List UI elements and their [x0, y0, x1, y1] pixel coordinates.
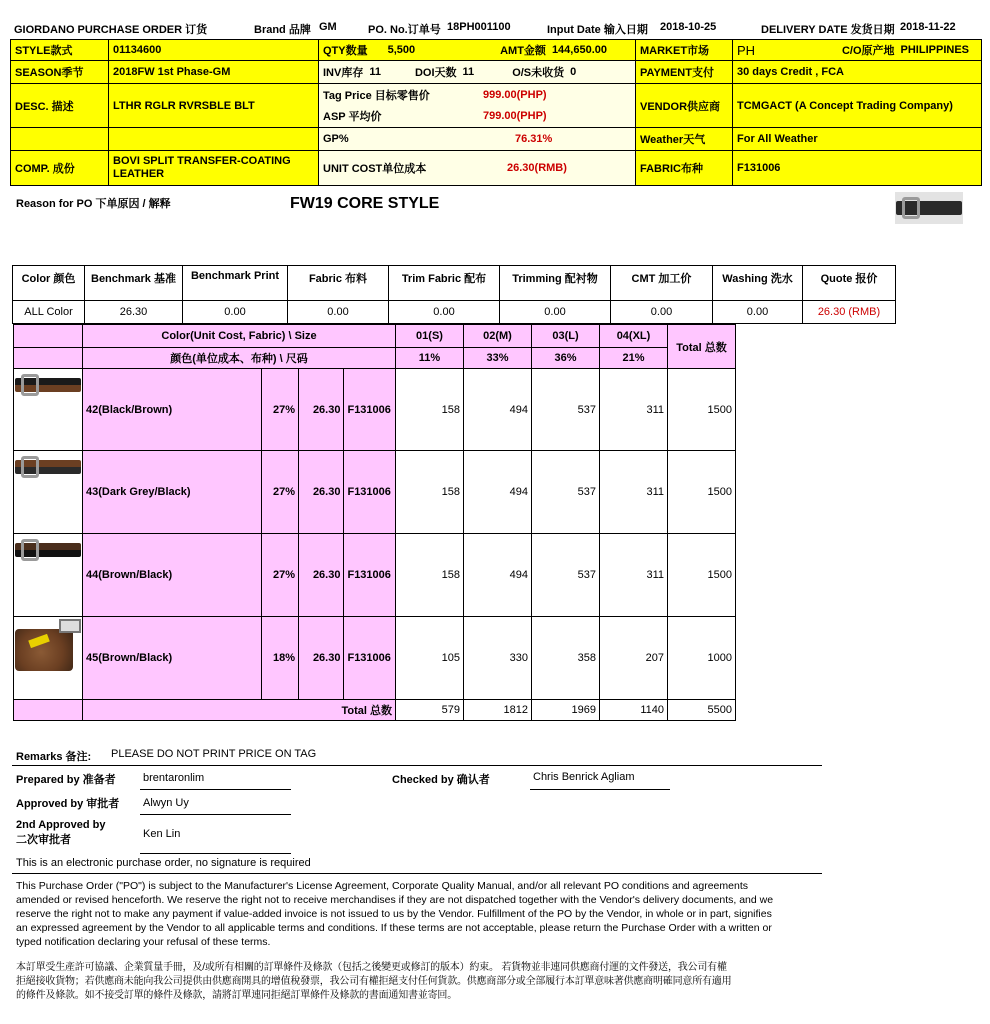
- tag-price-cell: [318, 83, 636, 106]
- size-name-3: 04(XL): [600, 325, 668, 348]
- fabric-value: F131006: [732, 150, 982, 186]
- size-header-en: Color(Unit Cost, Fabric) \ Size: [83, 325, 396, 348]
- vendor-value: TCMGACT (A Concept Trading Company): [732, 83, 982, 128]
- color-image-cell: [14, 534, 83, 617]
- input-date-label: Input Date 输入日期: [547, 24, 648, 36]
- belt-buckle: [21, 456, 39, 478]
- inv-value: 11: [369, 66, 381, 78]
- color-fabric: F131006: [344, 534, 396, 617]
- terms-chinese: [16, 961, 826, 1003]
- os-value: 0: [570, 66, 577, 78]
- amt-value: 144,650.00: [551, 44, 607, 56]
- qty-cell: 537: [532, 534, 600, 617]
- approved-label: Approved by 审批者: [16, 798, 120, 810]
- color-cost: 26.30: [299, 369, 344, 451]
- bench-header-trim-fabric: Trim Fabric 配布: [389, 266, 500, 301]
- style-value: 01134600: [108, 39, 319, 61]
- color-cost: 26.30: [299, 451, 344, 534]
- asp-label: ASP 平均价: [323, 111, 382, 123]
- size-name-2: 03(L): [532, 325, 600, 348]
- divider: [12, 765, 822, 766]
- market-co-cell: [732, 39, 982, 61]
- weather-label: Weather天气: [635, 127, 733, 151]
- market-label: MARKET市场: [635, 39, 733, 61]
- terms-cn-line: 本訂單受生產許可協議、企業質量手冊，及/或所有相關的訂單條件及條款（包括之後變更或修訂的版本）約束。 若貨物並非連同供應商付運的文件發送，我公司有權: [16, 962, 727, 973]
- doi-value: 11: [462, 66, 475, 78]
- prepared-label: Prepared by 准备者: [16, 774, 116, 786]
- bench-header-color: Color 颜色: [13, 266, 85, 301]
- bench-value-cmt: 0.00: [611, 301, 713, 324]
- table-row: [14, 617, 736, 700]
- row-total: 1000: [668, 617, 736, 700]
- comp-line-1: BOVI SPLIT TRANSFER-COATING: [113, 155, 291, 167]
- size-name-1: 02(M): [464, 325, 532, 348]
- payment-label: PAYMENT支付: [635, 60, 733, 84]
- qty-amt-cell: [318, 39, 636, 61]
- season-label: SEASON季节: [10, 60, 109, 84]
- color-name: 42(Black/Brown): [83, 369, 262, 451]
- size-total: 1140: [600, 700, 668, 721]
- approved-value: Alwyn Uy: [143, 797, 189, 809]
- blank-label-cell: [10, 127, 109, 151]
- comp-line-2: LEATHER: [113, 168, 165, 180]
- co-value: PHILIPPINES: [900, 44, 969, 56]
- color-image-cell: [14, 451, 83, 534]
- row-total: 1500: [668, 451, 736, 534]
- terms-en-line: This Purchase Order ("PO") is subject to the Manufacturer's License Agreement, Corporate Quality Manual, and/or all relevant PO conditions and agreements: [16, 880, 748, 892]
- season-value: 2018FW 1st Phase-GM: [108, 60, 319, 84]
- terms-en-line: amended or revised henceforth. We reserve the right not to receive merchandises if they are not dispatched together with the Vendor's delivery documents, and we: [16, 894, 774, 906]
- terms-en-line: reserve the right not to make any payment if value-added invoice is not issued to us by the Vendor. Fulfillment of the PO by the Vendor, in whole or in part, signifies: [16, 908, 772, 920]
- prepared-line: [140, 789, 291, 790]
- qty-cell: 311: [600, 369, 668, 451]
- size-pct-2: 36%: [532, 348, 600, 369]
- blank-value-cell: [108, 127, 319, 151]
- amt-label: AMT金额: [500, 45, 546, 57]
- benchmark-value-row: [13, 301, 896, 324]
- brand-label: Brand 品牌: [254, 24, 311, 36]
- belt-buckle: [21, 374, 39, 396]
- qty-cell: 537: [532, 451, 600, 534]
- color-pct: 27%: [261, 451, 298, 534]
- size-pct-3: 21%: [600, 348, 668, 369]
- row-total: 1500: [668, 369, 736, 451]
- tag-price-value: 999.00(PHP): [483, 89, 547, 101]
- gp-label: GP%: [323, 133, 349, 145]
- terms-en-line: an expressed agreement by the Vendor to all applicable terms and conditions. If these terms are not acceptable, please return the Purchase Order with a written or: [16, 922, 772, 934]
- asp-value: 799.00(PHP): [483, 110, 547, 122]
- po-no-label: PO. No.订单号: [368, 24, 441, 36]
- row-total: 1500: [668, 534, 736, 617]
- belt-thumbnail: [15, 452, 81, 482]
- vendor-label: VENDOR供应商: [635, 83, 733, 128]
- belt-thumbnail: [15, 535, 81, 565]
- color-name: 43(Dark Grey/Black): [83, 451, 262, 534]
- size-name-0: 01(S): [396, 325, 464, 348]
- co-label: C/O原产地: [841, 45, 895, 57]
- fabric-label: FABRIC布种: [635, 150, 733, 186]
- bench-value-color: ALL Color: [13, 301, 85, 324]
- gp-value: 76.31%: [515, 133, 553, 145]
- comp-value: [108, 150, 319, 186]
- inventory-cell: [318, 60, 636, 84]
- color-image-cell: [14, 617, 83, 700]
- style-label: STYLE款式: [10, 39, 109, 61]
- unit-cost-label: UNIT COST单位成本: [323, 163, 427, 175]
- color-image-cell: [14, 369, 83, 451]
- table-row: [14, 534, 736, 617]
- comp-label: COMP. 成份: [10, 150, 109, 186]
- belt-buckle: [21, 539, 39, 561]
- terms-cn-line: 的條件及條款。如不接受訂單的條件及條款，請將訂單連同拒絕訂單條件及條款的書面通知書並寄回。: [16, 990, 457, 1001]
- bench-value-quote: 26.30 (RMB): [803, 301, 896, 324]
- approved-line: [140, 814, 291, 815]
- totals-blank: [14, 700, 83, 721]
- doi-label: DOI天数: [414, 67, 457, 79]
- qty-cell: 358: [532, 617, 600, 700]
- size-header-row-2: [14, 348, 736, 369]
- checked-line: [530, 789, 670, 790]
- table-row: [14, 369, 736, 451]
- divider: [12, 873, 822, 874]
- approved2-label-en: 2nd Approved by: [16, 819, 106, 831]
- po-title: GIORDANO PURCHASE ORDER 订货: [14, 24, 208, 36]
- reason-label: Reason for PO 下单原因 / 解释: [16, 198, 171, 210]
- color-pct: 18%: [261, 617, 298, 700]
- checked-label: Checked by 确认者: [392, 774, 490, 786]
- terms-en-line: typed notification declaring your refusal of these terms.: [16, 936, 271, 948]
- color-name: 45(Brown/Black): [83, 617, 262, 700]
- desc-value: LTHR RGLR RVRSBLE BLT: [108, 83, 319, 128]
- electronic-note: This is an electronic purchase order, no signature is required: [16, 857, 311, 869]
- approved2-value: Ken Lin: [143, 828, 181, 840]
- color-fabric: F131006: [344, 451, 396, 534]
- color-cost: 26.30: [299, 534, 344, 617]
- tag-price-label: Tag Price 目标零售价: [323, 90, 430, 102]
- payment-value: 30 days Credit , FCA: [732, 60, 982, 84]
- po-no-value: 18PH001100: [447, 21, 511, 33]
- bench-header-trimming: Trimming 配衬物: [500, 266, 611, 301]
- approved2-label-cn: 二次审批者: [16, 834, 71, 846]
- unit-cost-cell: [318, 150, 636, 186]
- size-header-cn: 颜色(单位成本、布种) \ 尺码: [83, 348, 396, 369]
- size-breakdown-table: [13, 324, 736, 721]
- qty-cell: 537: [532, 369, 600, 451]
- remarks-value: PLEASE DO NOT PRINT PRICE ON TAG: [111, 748, 317, 760]
- size-header-blank-2: [14, 348, 83, 369]
- belt-buckle: [902, 197, 920, 219]
- qty-cell: 158: [396, 534, 464, 617]
- prepared-value: brentaronlim: [143, 772, 205, 784]
- color-name: 44(Brown/Black): [83, 534, 262, 617]
- size-header-row-1: [14, 325, 736, 348]
- qty-cell: 494: [464, 534, 532, 617]
- reason-value: FW19 CORE STYLE: [290, 195, 440, 212]
- color-cost: 26.30: [299, 617, 344, 700]
- benchmark-table: [12, 265, 896, 324]
- gp-cell: [318, 127, 636, 151]
- bench-value-trim-fabric: 0.00: [389, 301, 500, 324]
- desc-label: DESC. 描述: [10, 83, 109, 128]
- os-label: O/S未收货: [512, 67, 565, 79]
- qty-cell: 494: [464, 369, 532, 451]
- belt-thumbnail: [15, 370, 81, 400]
- size-total: 1812: [464, 700, 532, 721]
- qty-cell: 105: [396, 617, 464, 700]
- color-pct: 27%: [261, 369, 298, 451]
- totals-label: Total 总数: [83, 700, 396, 721]
- qty-cell: 207: [600, 617, 668, 700]
- checked-value: Chris Benrick Agliam: [533, 771, 635, 783]
- terms-english: [16, 879, 826, 949]
- qty-label: QTY数量: [323, 45, 368, 57]
- bench-header-benchmark-print: Benchmark Print: [183, 266, 288, 301]
- qty-cell: 311: [600, 451, 668, 534]
- qty-value: 5,500: [387, 44, 416, 56]
- bench-value-trimming: 0.00: [500, 301, 611, 324]
- qty-cell: 158: [396, 451, 464, 534]
- qty-cell: 158: [396, 369, 464, 451]
- product-image: [895, 192, 963, 224]
- qty-cell: 494: [464, 451, 532, 534]
- bench-header-fabric: Fabric 布料: [288, 266, 389, 301]
- qty-cell: 311: [600, 534, 668, 617]
- totals-row: [14, 700, 736, 721]
- bench-header-washing: Washing 洗水: [713, 266, 803, 301]
- delivery-date-label: DELIVERY DATE 发货日期: [761, 24, 895, 36]
- size-total-header: Total 总数: [668, 325, 736, 369]
- size-header-blank: [14, 325, 83, 348]
- weather-value: For All Weather: [732, 127, 982, 151]
- color-fabric: F131006: [344, 617, 396, 700]
- po-info-block: [10, 39, 982, 186]
- belt-buckle: [59, 619, 81, 633]
- unit-cost-value: 26.30(RMB): [507, 162, 567, 174]
- asp-cell: [318, 105, 636, 128]
- bench-value-washing: 0.00: [713, 301, 803, 324]
- belt-thumbnail: [15, 619, 81, 671]
- grand-total: 5500: [668, 700, 736, 721]
- color-fabric: F131006: [344, 369, 396, 451]
- input-date-value: 2018-10-25: [660, 21, 717, 33]
- bench-header-quote: Quote 报价: [803, 266, 896, 301]
- size-total: 1969: [532, 700, 600, 721]
- bench-header-cmt: CMT 加工价: [611, 266, 713, 301]
- market-value: PH: [737, 42, 756, 58]
- bench-value-benchmark-print: 0.00: [183, 301, 288, 324]
- belt-thumbnail: [896, 193, 962, 223]
- delivery-date-value: 2018-11-22: [900, 21, 956, 33]
- bench-value-fabric: 0.00: [288, 301, 389, 324]
- qty-cell: 330: [464, 617, 532, 700]
- bench-header-benchmark: Benchmark 基准: [85, 266, 183, 301]
- size-total: 579: [396, 700, 464, 721]
- benchmark-header-row: [13, 266, 896, 301]
- terms-cn-line: 拒絕接收貨物；若供應商未能向我公司提供由供應商開具的增值稅發票，我公司有權拒絕支付任何貨款。供應商部分或全部履行本訂單意味著供應商明確同意所有適用: [16, 976, 732, 987]
- size-pct-0: 11%: [396, 348, 464, 369]
- table-row: [14, 451, 736, 534]
- brand-value: GM: [319, 21, 337, 33]
- approved2-line: [140, 853, 291, 854]
- color-pct: 27%: [261, 534, 298, 617]
- size-pct-1: 33%: [464, 348, 532, 369]
- bench-value-benchmark: 26.30: [85, 301, 183, 324]
- inv-label: INV库存: [323, 67, 364, 79]
- remarks-label: Remarks 备注:: [16, 751, 92, 763]
